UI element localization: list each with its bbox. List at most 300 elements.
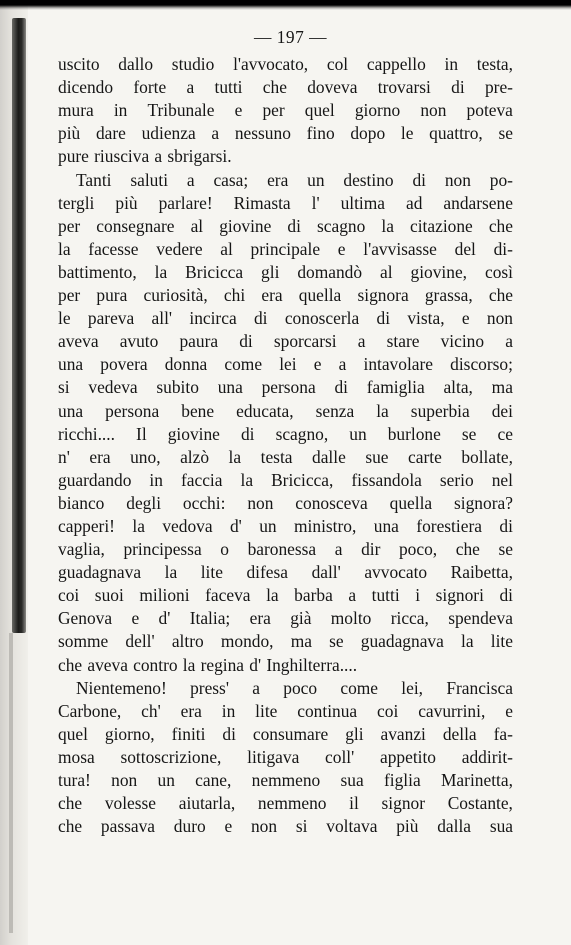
word: guadagnava bbox=[58, 562, 142, 583]
word: giovine, bbox=[410, 261, 468, 282]
word: Marinetta, bbox=[440, 770, 513, 790]
word: giovine bbox=[167, 423, 220, 444]
word: studio bbox=[171, 54, 215, 75]
word: ma bbox=[491, 377, 513, 398]
word: e bbox=[131, 608, 140, 629]
word: alzò bbox=[180, 446, 210, 467]
word: principessa bbox=[123, 539, 202, 560]
word: poteva bbox=[466, 100, 513, 121]
word: d' bbox=[229, 515, 242, 536]
word: in bbox=[221, 700, 236, 721]
word: nemmeno bbox=[257, 793, 327, 814]
word: andarsene bbox=[443, 192, 513, 213]
word: non bbox=[486, 308, 513, 329]
word: che bbox=[58, 793, 83, 814]
word: Tanti bbox=[76, 169, 112, 190]
word: consumare bbox=[252, 723, 329, 744]
word: litigava bbox=[247, 746, 300, 767]
word: in bbox=[113, 100, 128, 121]
text-line bbox=[58, 376, 513, 399]
word: signor bbox=[381, 793, 426, 814]
word: Nientemeno! bbox=[76, 677, 167, 698]
word: figlia bbox=[383, 770, 421, 790]
word: mosa bbox=[58, 746, 95, 767]
text-line bbox=[58, 723, 513, 746]
word: degli bbox=[126, 492, 162, 513]
word: col bbox=[326, 54, 349, 75]
word: si bbox=[295, 816, 308, 837]
word: mondo, bbox=[220, 631, 274, 652]
word: tura! bbox=[58, 770, 91, 790]
word: di bbox=[240, 423, 255, 444]
text-line bbox=[58, 515, 513, 538]
word: un bbox=[349, 423, 367, 444]
word: appetito bbox=[379, 746, 437, 767]
word: burlone bbox=[387, 423, 441, 444]
word: era bbox=[249, 608, 271, 629]
text-line bbox=[58, 607, 513, 630]
word: cane, bbox=[195, 770, 232, 790]
word: vedeva bbox=[88, 377, 138, 398]
word: già bbox=[290, 608, 312, 629]
word: a bbox=[334, 539, 343, 560]
word: a bbox=[252, 677, 260, 698]
word: dell' bbox=[125, 631, 155, 652]
word: altro bbox=[171, 631, 204, 652]
word: più bbox=[396, 816, 419, 837]
word: la bbox=[266, 585, 279, 606]
word: non bbox=[111, 770, 138, 790]
word: di bbox=[499, 585, 513, 606]
word: incirca bbox=[189, 308, 237, 329]
word: ce bbox=[497, 423, 513, 444]
word: un bbox=[157, 770, 175, 790]
word: e bbox=[337, 238, 346, 259]
word: se bbox=[498, 123, 513, 144]
word: domandò bbox=[297, 261, 363, 282]
word: Genova bbox=[58, 608, 113, 629]
word: la bbox=[182, 654, 196, 675]
word: faceva bbox=[205, 585, 251, 606]
word: Il bbox=[136, 423, 147, 444]
word: come bbox=[224, 354, 263, 375]
text-line bbox=[58, 815, 513, 838]
word: in bbox=[149, 469, 163, 490]
word: sporcarsi bbox=[273, 331, 337, 352]
word: era bbox=[180, 700, 202, 721]
word: dei bbox=[491, 400, 513, 421]
word: si bbox=[58, 377, 70, 398]
word: per bbox=[58, 215, 81, 236]
word: parlare! bbox=[158, 192, 213, 213]
word: pareva bbox=[87, 308, 135, 329]
word: scagno bbox=[317, 215, 366, 236]
word: ad bbox=[406, 192, 423, 213]
word: poco bbox=[283, 677, 318, 698]
text-line bbox=[58, 99, 513, 122]
word: era bbox=[89, 446, 111, 467]
word: a bbox=[186, 77, 195, 98]
word: bene bbox=[181, 400, 215, 421]
word: avvocato bbox=[364, 562, 428, 583]
word: coi bbox=[58, 585, 80, 606]
text-line bbox=[58, 538, 513, 561]
text-line bbox=[58, 53, 513, 76]
word: educata, bbox=[236, 400, 294, 421]
text-line bbox=[58, 145, 513, 168]
word: duro bbox=[173, 816, 206, 837]
word: ch' bbox=[141, 700, 161, 721]
word: cavurrini, bbox=[418, 700, 486, 721]
word: stare bbox=[386, 331, 420, 352]
word: a bbox=[357, 331, 366, 352]
word: vedere bbox=[156, 238, 203, 259]
word: che bbox=[488, 285, 513, 306]
word: avanzi bbox=[380, 723, 426, 744]
word: conoscerla bbox=[284, 308, 360, 329]
word: lei bbox=[279, 354, 297, 375]
word: serio bbox=[439, 469, 474, 490]
word: milioni bbox=[139, 585, 190, 606]
word: lite bbox=[200, 562, 223, 583]
word: lite bbox=[255, 700, 278, 721]
word: un bbox=[307, 169, 325, 190]
word: povera bbox=[100, 354, 148, 375]
word: di- bbox=[493, 238, 513, 259]
word: che bbox=[58, 654, 83, 675]
word: quella bbox=[298, 285, 342, 306]
word: dallo bbox=[118, 54, 154, 75]
word: discorso; bbox=[450, 354, 513, 375]
text-body bbox=[58, 53, 513, 838]
word: a bbox=[211, 123, 220, 144]
word: Raibetta, bbox=[450, 562, 513, 583]
word: testa bbox=[260, 446, 293, 467]
word: una bbox=[58, 354, 84, 375]
word: chi bbox=[223, 285, 246, 306]
word: grassa, bbox=[424, 285, 473, 306]
word: gli bbox=[345, 723, 364, 744]
word: contro bbox=[133, 654, 178, 675]
text-line bbox=[58, 307, 513, 330]
word: per bbox=[58, 285, 81, 306]
word: dalla bbox=[437, 816, 472, 837]
word: giorno bbox=[354, 100, 401, 121]
word: uscito bbox=[58, 54, 100, 75]
word: ultima bbox=[340, 192, 386, 213]
word: il bbox=[349, 793, 359, 814]
word: dir bbox=[361, 539, 381, 560]
word: a bbox=[154, 146, 163, 167]
top-edge-shadow bbox=[0, 0, 571, 10]
word: vicino bbox=[440, 331, 485, 352]
word: spendeva bbox=[448, 608, 513, 629]
word: all' bbox=[151, 308, 173, 329]
word: e bbox=[505, 700, 513, 721]
word: di bbox=[499, 515, 513, 536]
word: se bbox=[498, 539, 513, 560]
word: che bbox=[455, 539, 480, 560]
word: persona bbox=[105, 400, 160, 421]
text-line bbox=[58, 584, 513, 607]
text-line bbox=[58, 654, 513, 677]
text-line bbox=[58, 792, 513, 815]
word: di bbox=[376, 308, 391, 329]
word: di bbox=[451, 77, 465, 98]
text-line bbox=[58, 76, 513, 99]
word: sottoscrizione, bbox=[120, 746, 222, 767]
word: di bbox=[253, 308, 268, 329]
word: ricchi.... bbox=[58, 423, 115, 444]
word: regina bbox=[200, 654, 245, 675]
word: l' bbox=[311, 192, 320, 213]
word: gli bbox=[261, 261, 280, 282]
word: dall' bbox=[311, 562, 341, 583]
word: signora bbox=[357, 285, 409, 306]
word: e bbox=[224, 816, 233, 837]
word: l'avvisasse bbox=[363, 238, 437, 259]
text-line bbox=[58, 400, 513, 423]
word: se bbox=[329, 631, 344, 652]
text-line bbox=[58, 330, 513, 353]
word: senza bbox=[315, 400, 355, 421]
word: uno, bbox=[130, 446, 161, 467]
word: Inghilterra.... bbox=[266, 654, 358, 675]
word: donna bbox=[164, 354, 208, 375]
word: superbia bbox=[410, 400, 470, 421]
word: suoi bbox=[94, 585, 124, 606]
word: sue bbox=[365, 446, 389, 467]
word: nel bbox=[491, 469, 513, 490]
word: a bbox=[348, 585, 357, 606]
word: non bbox=[420, 100, 447, 121]
word: trovarsi bbox=[377, 77, 431, 98]
word: non bbox=[250, 816, 278, 837]
word: fissandola bbox=[351, 469, 422, 490]
word: ministro, bbox=[294, 515, 357, 536]
word: passava bbox=[100, 816, 156, 837]
word: o bbox=[220, 539, 229, 560]
text-line bbox=[58, 630, 513, 653]
word: la bbox=[58, 238, 71, 259]
word: era bbox=[267, 169, 289, 190]
word: e bbox=[313, 354, 322, 375]
word: di bbox=[239, 331, 253, 352]
word: della bbox=[442, 723, 477, 744]
word: del bbox=[454, 238, 476, 259]
word: carte bbox=[408, 446, 442, 467]
word: doveva bbox=[307, 77, 358, 98]
word: conosceva bbox=[295, 492, 368, 513]
word: facesse bbox=[88, 238, 139, 259]
word: d' bbox=[249, 654, 262, 675]
word: che bbox=[488, 215, 513, 236]
word: di bbox=[287, 215, 301, 236]
word: casa; bbox=[213, 169, 249, 190]
word: vista, bbox=[407, 308, 445, 329]
word: addirit- bbox=[461, 746, 513, 767]
word: nemmeno bbox=[251, 770, 321, 790]
word: era bbox=[261, 285, 283, 306]
word: signori bbox=[435, 585, 484, 606]
word: la bbox=[376, 400, 389, 421]
word: un bbox=[259, 515, 277, 536]
word: lite bbox=[490, 631, 513, 652]
word: volesse bbox=[104, 793, 157, 814]
word: riusciva bbox=[94, 146, 150, 167]
page-text bbox=[58, 26, 513, 838]
word: aveva bbox=[87, 654, 128, 675]
word: bianco bbox=[58, 492, 105, 513]
word: Costante, bbox=[447, 793, 513, 814]
text-line bbox=[58, 284, 513, 307]
word: intavolare bbox=[363, 354, 434, 375]
word: Italia; bbox=[189, 608, 231, 629]
word: tutti bbox=[371, 585, 400, 606]
word: guadagnava bbox=[360, 631, 444, 652]
text-line bbox=[58, 700, 513, 723]
word: le bbox=[58, 308, 71, 329]
text-line bbox=[58, 238, 513, 261]
word: giorno, bbox=[104, 723, 155, 744]
word: vedova bbox=[162, 515, 213, 536]
word: avuto bbox=[119, 331, 159, 352]
word: aveva bbox=[58, 331, 99, 352]
word: la bbox=[381, 215, 394, 236]
word: tergli bbox=[58, 192, 95, 213]
word: n' bbox=[58, 446, 70, 467]
word: Francisca bbox=[446, 677, 513, 698]
word: la bbox=[164, 562, 178, 583]
word: guardando bbox=[58, 469, 132, 490]
word: una bbox=[217, 377, 243, 398]
word: a bbox=[338, 354, 347, 375]
word: scagno, bbox=[275, 423, 329, 444]
word: che bbox=[262, 77, 287, 98]
spine-edge bbox=[9, 633, 13, 933]
word: somme bbox=[58, 631, 109, 652]
word: pre- bbox=[484, 77, 513, 98]
word: signora? bbox=[454, 492, 513, 513]
word: sua bbox=[489, 816, 513, 837]
word: famiglia bbox=[366, 377, 425, 398]
word: se bbox=[461, 423, 477, 444]
word: aiutarla, bbox=[178, 793, 236, 814]
word: dicendo bbox=[58, 77, 114, 98]
word: a bbox=[505, 331, 513, 352]
word: non bbox=[247, 492, 274, 513]
word: che bbox=[58, 816, 83, 837]
word: di bbox=[222, 723, 236, 744]
word: Carbone, bbox=[58, 700, 122, 721]
word: Bricicca, bbox=[271, 469, 334, 490]
word: testa, bbox=[476, 54, 513, 75]
word: nessuno bbox=[234, 123, 291, 144]
word: più bbox=[115, 192, 138, 213]
text-line bbox=[58, 561, 513, 584]
word: e bbox=[461, 308, 470, 329]
text-line bbox=[58, 215, 513, 238]
word: consegnare bbox=[96, 215, 175, 236]
word: quella bbox=[389, 492, 433, 513]
word: in bbox=[444, 54, 459, 75]
word: la bbox=[228, 446, 242, 467]
word: per bbox=[262, 100, 285, 121]
word: Rimasta bbox=[233, 192, 291, 213]
word: curiosità, bbox=[143, 285, 208, 306]
text-line bbox=[58, 769, 513, 792]
spine-shadow bbox=[12, 18, 26, 633]
word: coi bbox=[377, 700, 399, 721]
word: sbrigarsi. bbox=[167, 146, 232, 167]
word: bollate, bbox=[461, 446, 513, 467]
text-line bbox=[58, 469, 513, 492]
word: giovine bbox=[219, 215, 272, 236]
word: mura bbox=[58, 100, 94, 121]
word: persona bbox=[261, 377, 316, 398]
word: forestiera bbox=[416, 515, 482, 536]
word: così bbox=[484, 261, 513, 282]
word: lei, bbox=[401, 677, 424, 698]
word: subito bbox=[156, 377, 199, 398]
text-line bbox=[58, 492, 513, 515]
word: quel bbox=[58, 723, 88, 744]
word: dare bbox=[95, 123, 126, 144]
word: cappello bbox=[366, 54, 426, 75]
word: la bbox=[154, 261, 168, 282]
word: po- bbox=[489, 169, 513, 190]
text-line bbox=[58, 446, 513, 469]
word: udienza bbox=[141, 123, 196, 144]
word: baronessa bbox=[247, 539, 317, 560]
text-line bbox=[58, 261, 513, 284]
word: voltava bbox=[326, 816, 378, 837]
word: la bbox=[240, 469, 254, 490]
word: Bricicca bbox=[185, 261, 244, 282]
word: battimento, bbox=[58, 261, 137, 282]
text-line bbox=[58, 677, 513, 700]
word: come bbox=[340, 677, 379, 698]
word: principale bbox=[250, 238, 321, 259]
word: capperi! bbox=[58, 515, 115, 536]
word: ricca, bbox=[390, 608, 429, 629]
word: a bbox=[186, 169, 195, 190]
word: press' bbox=[190, 677, 229, 698]
text-line bbox=[58, 169, 513, 192]
word: le bbox=[400, 123, 414, 144]
text-line bbox=[58, 423, 513, 446]
word: pure bbox=[58, 146, 89, 167]
word: dalle bbox=[312, 446, 346, 467]
text-line bbox=[58, 122, 513, 145]
word: forte bbox=[133, 77, 167, 98]
word: quattro, bbox=[429, 123, 483, 144]
word: d' bbox=[158, 608, 171, 629]
word: di bbox=[412, 169, 426, 190]
word: difesa bbox=[246, 562, 289, 583]
word: al bbox=[190, 215, 204, 236]
word: sua bbox=[340, 770, 364, 790]
word: Tribunale bbox=[147, 100, 215, 121]
word: paura bbox=[179, 331, 219, 352]
word: la bbox=[132, 515, 145, 536]
word: ma bbox=[290, 631, 312, 652]
word: pura bbox=[96, 285, 128, 306]
word: finiti bbox=[171, 723, 206, 744]
word: non bbox=[444, 169, 471, 190]
word: e bbox=[234, 100, 243, 121]
text-line bbox=[58, 192, 513, 215]
